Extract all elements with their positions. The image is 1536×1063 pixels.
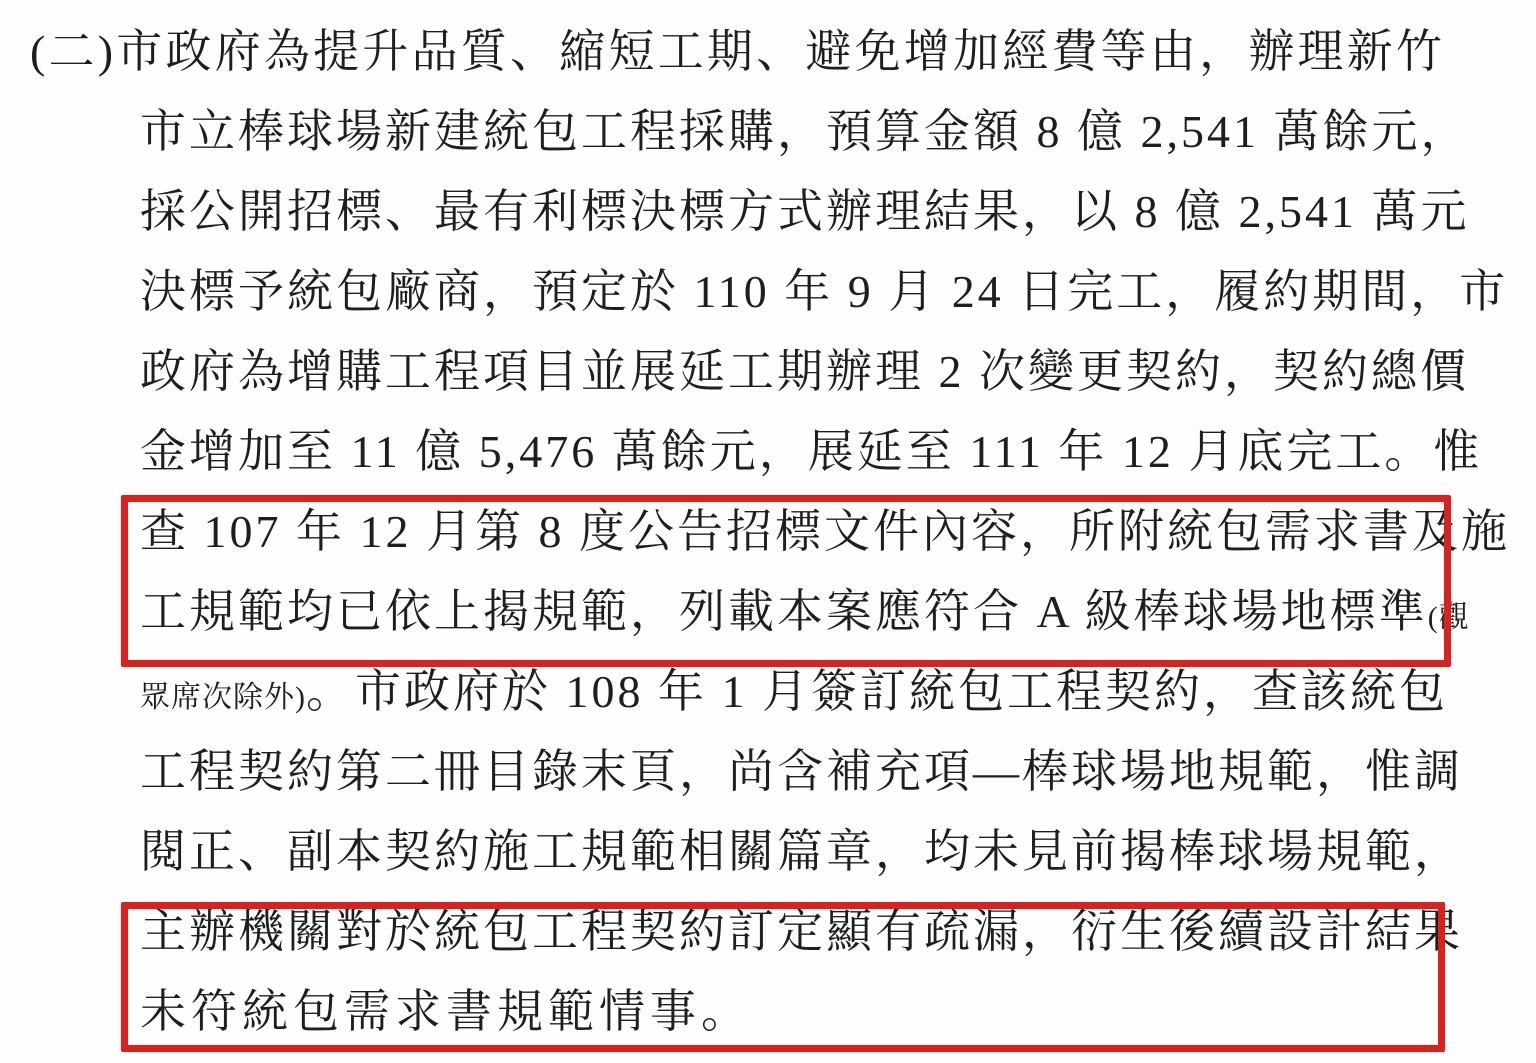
text-line xyxy=(0,652,1536,732)
line-text: 市立棒球場新建統包工程採購，預算金額 8 億 2,541 萬餘元， xyxy=(140,106,1470,157)
text-line xyxy=(0,892,1536,972)
text-line xyxy=(0,732,1536,812)
line-text: 採公開招標、最有利標決標方式辦理結果，以 8 億 2,541 萬元 xyxy=(140,186,1470,237)
line-text-small: (觀 xyxy=(1427,601,1470,634)
line-text-small: 眾席次除外) xyxy=(140,681,306,714)
line-text: 。市政府於 108 年 1 月簽訂統包工程契約，查該統包 xyxy=(306,666,1448,717)
line-text: 主辦機關對於統包工程契約訂定顯有疏漏，衍生後續設計結果 xyxy=(140,906,1463,957)
text-line xyxy=(0,412,1536,492)
text-line xyxy=(0,492,1536,572)
text-line xyxy=(0,92,1536,172)
line-text: 閱正、副本契約施工規範相關篇章，均未見前揭棒球場規範， xyxy=(140,826,1463,877)
line-text: 查 107 年 12 月第 8 度公告招標文件內容，所附統包需求書及施 xyxy=(140,506,1510,557)
text-line xyxy=(0,12,1536,92)
text-line xyxy=(0,572,1536,652)
line-text: 金增加至 11 億 5,476 萬餘元，展延至 111 年 12 月底完工。惟 xyxy=(140,426,1483,477)
line-text: 工規範均已依上揭規範，列載本案應符合 A 級棒球場地標準 xyxy=(140,586,1428,637)
line-text: 決標予統包廠商，預定於 110 年 9 月 24 日完工，履約期間，市 xyxy=(140,266,1509,317)
line-text: 未符統包需求書規範情事。 xyxy=(140,986,752,1037)
text-line xyxy=(0,812,1536,892)
line-text: 政府為增購工程項目並展延工期辦理 2 次變更契約，契約總價 xyxy=(140,346,1469,397)
line-text: (二)市政府為提升品質、縮短工期、避免增加經費等由，辦理新竹 xyxy=(30,26,1445,77)
text-line xyxy=(0,972,1536,1052)
text-line xyxy=(0,172,1536,252)
text-line xyxy=(0,332,1536,412)
line-text: 工程契約第二冊目錄末頁，尚含補充項—棒球場地規範，惟調 xyxy=(140,746,1463,797)
paragraph-block xyxy=(0,12,1536,1052)
text-line xyxy=(0,252,1536,332)
